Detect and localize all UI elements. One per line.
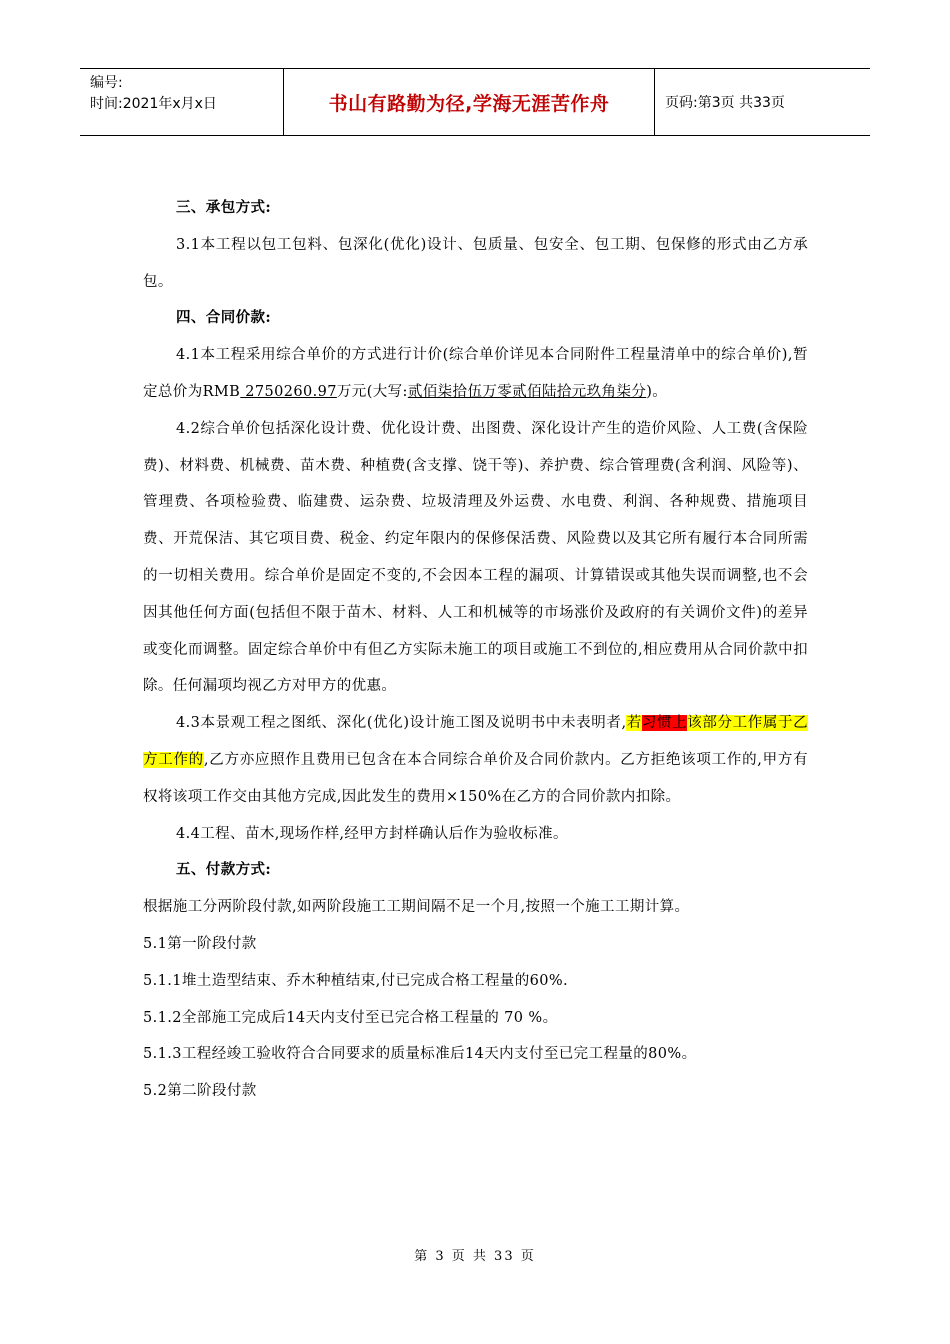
time-label: 时间:2021年x月x日 [90, 96, 217, 112]
number-label: 编号: [90, 75, 123, 91]
p4-3-text-a: 4.3本景观工程之图纸、深化(优化)设计施工图及说明书中未表明者, [176, 715, 627, 732]
page-footer: 第 3 页 共 33 页 [414, 1249, 536, 1264]
section-heading-4: 四、合同价款: [176, 309, 272, 327]
section-heading-5: 五、付款方式: [176, 861, 272, 879]
p4-1-text-b: 万元(大写: [336, 383, 408, 400]
paragraph-5-2: 5.2第二阶段付款 [143, 1083, 257, 1100]
paragraph-5-1-3: 5.1.3工程经竣工验收符合合同要求的质量标准后14天内支付至已完工程量的80%。 [143, 1046, 697, 1063]
page-header [80, 68, 870, 136]
paragraph-4-2: 4.2综合单价包括深化设计费、优化设计费、出图费、深化设计产生的造价风险、人工费(含保险费)、材料费、机械费、苗木费、种植费(含支撑、饶干等)、养护费、综合管理费(含利润、风险等)、管理费、各项检验费、临建费、运杂费、垃圾清理及外运费、水电费、利润、各种规费、措施项目费、开荒保洁、其它项目费、税金、约定年限内的保修保活费、风险费以及其它所有履行本合同所需的一切相关费用。综合单价是固定不变的,不会因本工程的漏项、计算错误或其他失误而调整,也不会因其他任何方面(包括但不限于苗木、材料、人工和机械等的市场涨价及政府的有关调价文件)的差异或变化而调整。固定综合单价中有但乙方实际未施工的项目或施工不到位的,相应费用从合同价款中扣除。任何漏项均视乙方对甲方的优惠。 [143, 420, 808, 695]
paragraph-5-1-1: 5.1.1堆土造型结束、乔木种植结束,付已完成合格工程量的60%. [143, 972, 569, 989]
highlight-yellow-2: 该部分工作属于乙方工作的 [143, 715, 809, 768]
p4-3-text-b: ,乙方亦应照作且费用已包含在本合同综合单价及合同价款内。乙方拒绝该项工作的,甲方有权将该项工作交由其他方完成,因此发生的费用×150%在乙方的合同价款内扣除。 [143, 751, 808, 805]
header-motto: 书山有路勤为径,学海无涯苦作舟 [283, 69, 655, 135]
paragraph-5-intro: 根据施工分两阶段付款,如两阶段施工工期间隔不足一个月,按照一个施工工期计算。 [143, 899, 690, 916]
document-body [143, 190, 808, 1110]
paragraph-4-4: 4.4工程、苗木,现场作样,经甲方封样确认后作为验收标准。 [176, 825, 568, 842]
highlight-yellow-1: 若 [626, 715, 642, 732]
header-page-info: 页码:第3页 共33页 [665, 95, 785, 111]
paragraph-5-1: 5.1第一阶段付款 [143, 935, 257, 952]
p4-1-text-c: )。 [646, 383, 668, 400]
header-left [80, 69, 283, 135]
highlight-red: 习惯上 [641, 715, 688, 732]
paragraph-4-3 [143, 705, 808, 815]
section-heading-3: 三、承包方式: [176, 199, 272, 216]
paragraph-4-1 [143, 337, 808, 411]
paragraph-3-1: 3.1本工程以包工包料、包深化(优化)设计、包质量、包安全、包工期、包保修的形式由乙方承包。 [143, 236, 808, 290]
total-amount: 2750260.97 [240, 383, 337, 400]
paragraph-5-1-2: 5.1.2全部施工完成后14天内支付至已完合格工程量的 70 %。 [143, 1009, 558, 1026]
amount-in-words: 贰佰柒拾伍万零贰佰陆拾元玖角柒分 [407, 383, 647, 400]
p4-1-text-a: 4.1本工程采用综合单价的方式进行计价(综合单价详见本合同附件工程量清单中的综合单价),暂定总价为RMB [143, 347, 808, 400]
